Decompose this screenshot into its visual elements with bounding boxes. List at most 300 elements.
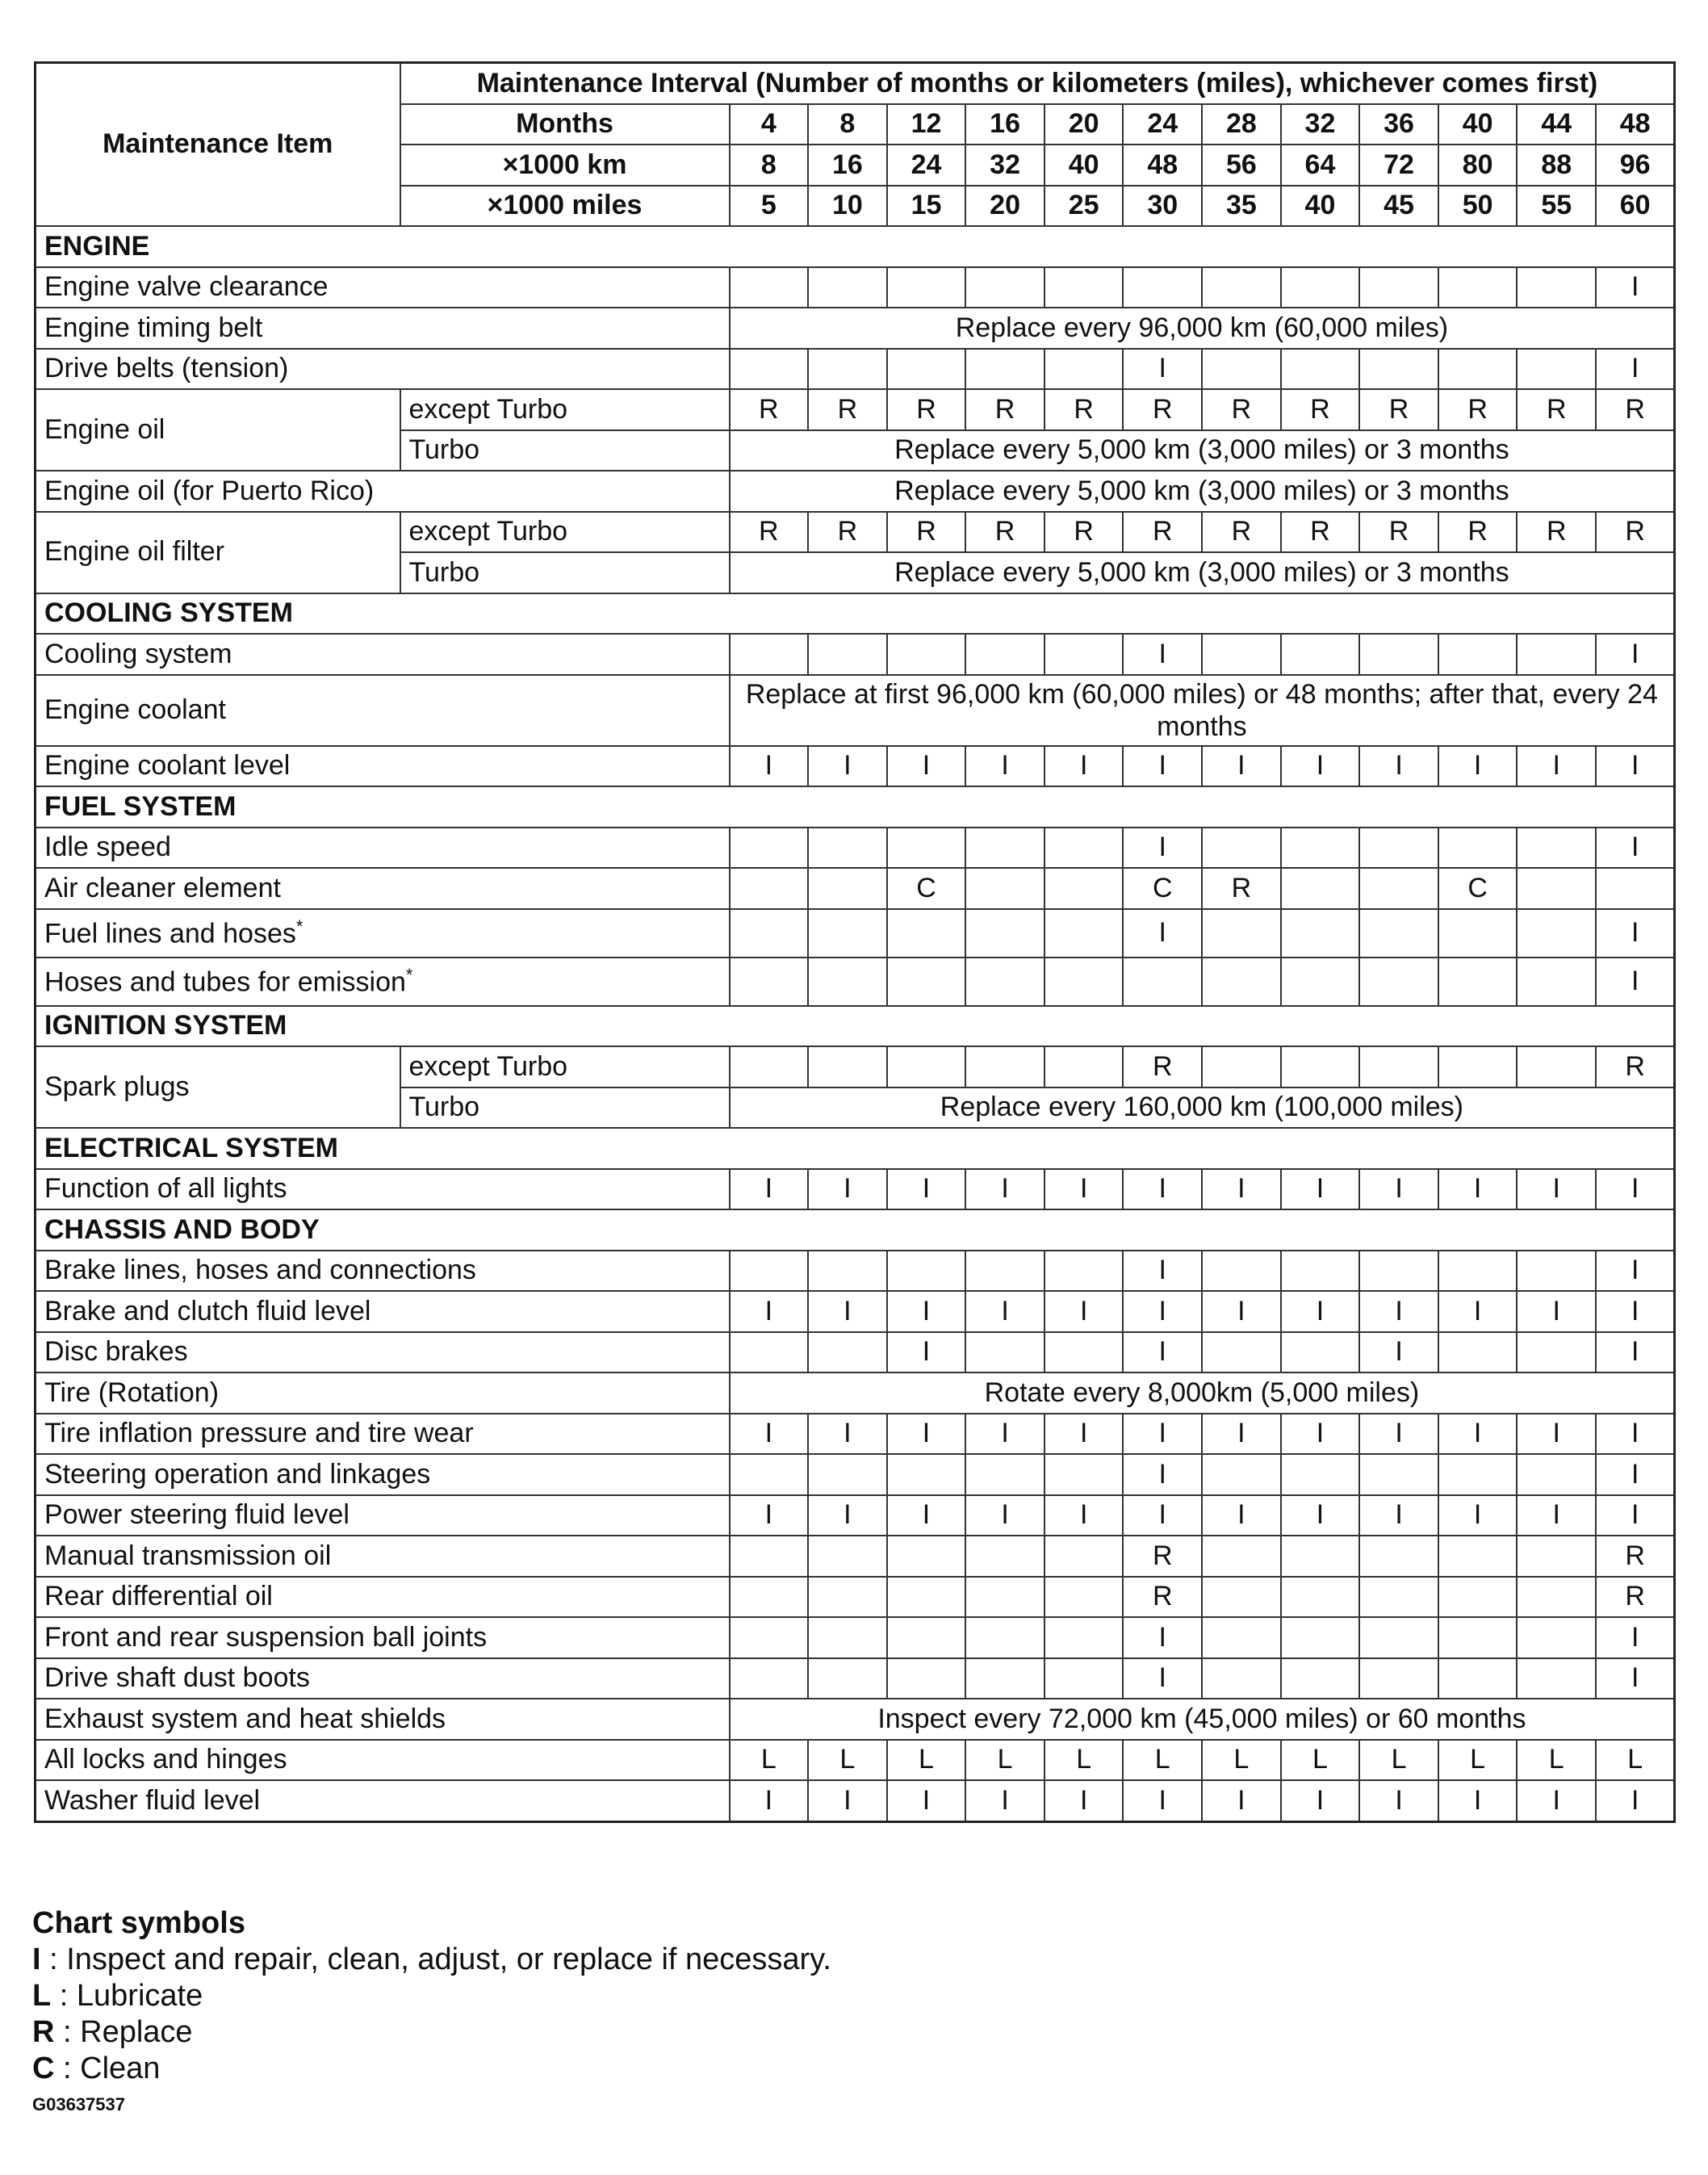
table-row <box>36 1169 1675 1210</box>
schedule-cell: R <box>1596 1536 1675 1577</box>
schedule-cell: I <box>1517 1169 1596 1210</box>
schedule-cell: I <box>887 1291 966 1332</box>
schedule-cell: C <box>887 868 966 909</box>
schedule-cell: I <box>1281 746 1360 787</box>
schedule-cell: R <box>1596 389 1675 430</box>
item-variant-label: Turbo <box>400 552 730 593</box>
table-row <box>36 267 1675 308</box>
item-label-text: Exhaust system and heat shields <box>44 1703 446 1734</box>
schedule-cell: I <box>1359 1495 1438 1536</box>
schedule-cell <box>1281 828 1360 869</box>
schedule-cell: I <box>808 1169 887 1210</box>
schedule-cell <box>1438 828 1518 869</box>
header-interval-value: 32 <box>965 145 1044 186</box>
schedule-cell: I <box>1596 1454 1675 1495</box>
schedule-cell <box>1281 1536 1360 1577</box>
schedule-cell <box>887 1617 966 1658</box>
schedule-cell: I <box>1596 1658 1675 1699</box>
schedule-cell <box>1044 1332 1124 1373</box>
schedule-cell: R <box>1123 389 1202 430</box>
maintenance-item-label <box>36 1617 730 1658</box>
schedule-cell <box>1281 1617 1360 1658</box>
schedule-cell: I <box>1359 1780 1438 1821</box>
schedule-cell: I <box>1281 1414 1360 1455</box>
schedule-cell: R <box>1596 512 1675 553</box>
table-row <box>36 1414 1675 1455</box>
schedule-cell <box>965 958 1044 1006</box>
schedule-cell: I <box>1438 1414 1518 1455</box>
schedule-cell: I <box>1123 1617 1202 1658</box>
table-row <box>36 471 1675 512</box>
schedule-cell <box>1202 1046 1281 1088</box>
schedule-cell <box>730 267 809 308</box>
schedule-cell: I <box>1359 1169 1438 1210</box>
item-label-text: Engine valve clearance <box>44 271 329 303</box>
schedule-cell: I <box>1123 1332 1202 1373</box>
schedule-cell <box>1359 958 1438 1006</box>
legend-item <box>32 2014 831 2051</box>
schedule-cell <box>887 349 966 390</box>
maintenance-item-label <box>36 267 730 308</box>
schedule-cell <box>1281 868 1360 909</box>
schedule-cell: I <box>1202 1169 1281 1210</box>
header-interval-value: 48 <box>1123 145 1202 186</box>
table-row <box>36 308 1675 349</box>
maintenance-item-label: Spark plugs <box>36 1046 400 1128</box>
schedule-cell: I <box>1123 1454 1202 1495</box>
item-variant-label: Turbo <box>400 1088 730 1129</box>
schedule-cell <box>730 909 809 958</box>
schedule-cell: R <box>887 389 966 430</box>
section-heading: ENGINE <box>36 226 1675 267</box>
header-interval-value: 55 <box>1517 186 1596 227</box>
maintenance-item-label <box>36 1577 730 1618</box>
header-interval-value: 10 <box>808 186 887 227</box>
header-unit-label: Months <box>400 104 730 145</box>
legend-item <box>32 1978 831 2014</box>
schedule-cell <box>808 634 887 675</box>
header-interval-value: 72 <box>1359 145 1438 186</box>
table-row <box>36 1495 1675 1536</box>
schedule-cell: R <box>1123 1046 1202 1088</box>
schedule-cell: L <box>887 1740 966 1781</box>
maintenance-item-label <box>36 349 730 390</box>
schedule-cell <box>965 868 1044 909</box>
schedule-cell: R <box>1517 512 1596 553</box>
legend-title: Chart symbols <box>32 1906 245 1940</box>
schedule-cell <box>1044 267 1124 308</box>
table-row <box>36 1577 1675 1618</box>
schedule-cell <box>1438 634 1518 675</box>
header-interval-value: 50 <box>1438 186 1518 227</box>
schedule-cell <box>1281 634 1360 675</box>
maintenance-item-label <box>36 471 730 512</box>
schedule-cell <box>1517 1658 1596 1699</box>
schedule-cell: I <box>965 1495 1044 1536</box>
item-label-text: Function of all lights <box>44 1173 287 1205</box>
schedule-cell: I <box>730 1169 809 1210</box>
schedule-cell <box>1359 1536 1438 1577</box>
schedule-cell <box>1359 349 1438 390</box>
interval-title: Maintenance Interval (Number of months or kilometers (miles), whichever comes first) <box>400 63 1675 104</box>
maintenance-item-label <box>36 1291 730 1332</box>
schedule-cell <box>730 1658 809 1699</box>
table-row <box>36 349 1675 390</box>
schedule-cell: I <box>1596 1780 1675 1821</box>
schedule-cell: I <box>965 1291 1044 1332</box>
schedule-cell <box>1438 1658 1518 1699</box>
header-interval-value: 56 <box>1202 145 1281 186</box>
schedule-cell: I <box>1044 1495 1124 1536</box>
schedule-cell: L <box>1044 1740 1124 1781</box>
schedule-cell: I <box>1359 1332 1438 1373</box>
schedule-cell <box>730 349 809 390</box>
schedule-cell: I <box>1281 1495 1360 1536</box>
schedule-cell: I <box>1044 1169 1124 1210</box>
schedule-cell: I <box>808 1291 887 1332</box>
schedule-cell: I <box>1044 746 1124 787</box>
schedule-cell: L <box>1123 1740 1202 1781</box>
schedule-cell <box>1281 1454 1360 1495</box>
schedule-cell: L <box>1359 1740 1438 1781</box>
schedule-cell: I <box>1123 1414 1202 1455</box>
schedule-cell: I <box>1596 1332 1675 1373</box>
maintenance-item-label <box>36 1536 730 1577</box>
schedule-cell: L <box>965 1740 1044 1781</box>
section-row <box>36 786 1675 828</box>
schedule-cell <box>1438 1251 1518 1292</box>
schedule-cell <box>1359 1251 1438 1292</box>
legend-description: : Inspect and repair, clean, adjust, or replace if necessary. <box>40 1942 831 1976</box>
item-label-text: Engine coolant level <box>44 750 291 782</box>
schedule-cell <box>1202 1617 1281 1658</box>
schedule-cell <box>730 1617 809 1658</box>
section-heading: COOLING SYSTEM <box>36 593 1675 635</box>
schedule-cell: I <box>1438 1291 1518 1332</box>
header-interval-value: 28 <box>1202 104 1281 145</box>
header-interval-value: 8 <box>808 104 887 145</box>
schedule-cell <box>1202 634 1281 675</box>
schedule-cell: R <box>1517 389 1596 430</box>
schedule-cell <box>887 1251 966 1292</box>
maintenance-item-label <box>36 1658 730 1699</box>
footnote-mark: * <box>295 916 304 937</box>
schedule-cell: R <box>1596 1046 1675 1088</box>
schedule-cell <box>1044 909 1124 958</box>
table-row <box>36 1046 1675 1088</box>
figure-code: G03637537 <box>32 2094 125 2114</box>
header-row-title <box>36 63 1675 104</box>
header-interval-value: 20 <box>1044 104 1124 145</box>
schedule-cell: R <box>730 512 809 553</box>
schedule-cell: I <box>1596 267 1675 308</box>
schedule-cell: I <box>1517 746 1596 787</box>
schedule-cell <box>730 1577 809 1618</box>
schedule-cell: I <box>1123 828 1202 869</box>
maintenance-item-label <box>36 1372 730 1414</box>
schedule-cell: I <box>730 1780 809 1821</box>
legend-description: : Lubricate <box>51 1979 203 2013</box>
schedule-cell <box>1517 1046 1596 1088</box>
schedule-cell <box>1438 1332 1518 1373</box>
schedule-cell <box>1281 1577 1360 1618</box>
schedule-cell <box>1202 958 1281 1006</box>
schedule-cell <box>1202 267 1281 308</box>
interval-note: Replace every 160,000 km (100,000 miles) <box>730 1088 1675 1129</box>
schedule-cell: R <box>1123 1536 1202 1577</box>
schedule-cell: R <box>808 389 887 430</box>
schedule-cell <box>887 828 966 869</box>
schedule-cell: I <box>1596 1617 1675 1658</box>
schedule-cell: R <box>1202 512 1281 553</box>
interval-note: Replace at first 96,000 km (60,000 miles) or 48 months; after that, every 24 months <box>730 675 1675 746</box>
table-row <box>36 909 1675 958</box>
schedule-cell <box>1438 909 1518 958</box>
item-label-text: Tire (Rotation) <box>44 1377 220 1408</box>
schedule-cell <box>965 1658 1044 1699</box>
header-interval-value: 16 <box>965 104 1044 145</box>
schedule-cell <box>1359 868 1438 909</box>
legend-description: : Replace <box>54 2015 193 2049</box>
schedule-cell <box>808 958 887 1006</box>
header-interval-value: 8 <box>730 145 809 186</box>
item-label-text: Brake and clutch fluid level <box>44 1295 371 1326</box>
schedule-cell: I <box>965 1169 1044 1210</box>
schedule-cell: R <box>1202 868 1281 909</box>
item-variant-label: except Turbo <box>400 389 730 430</box>
schedule-cell <box>1044 634 1124 675</box>
schedule-cell: I <box>1123 1291 1202 1332</box>
section-row <box>36 1209 1675 1251</box>
schedule-cell <box>730 634 809 675</box>
schedule-cell <box>1281 909 1360 958</box>
schedule-cell <box>965 267 1044 308</box>
item-variant-label: except Turbo <box>400 1046 730 1088</box>
chart-symbols-legend <box>32 1905 831 2087</box>
schedule-cell: I <box>1596 958 1675 1006</box>
schedule-cell: R <box>1281 512 1360 553</box>
schedule-cell <box>1438 958 1518 1006</box>
maintenance-item-label <box>36 308 730 349</box>
maintenance-schedule-table <box>34 61 1676 1823</box>
maintenance-item-label <box>36 1454 730 1495</box>
header-interval-value: 5 <box>730 186 809 227</box>
schedule-cell: L <box>1281 1740 1360 1781</box>
schedule-cell: I <box>1123 349 1202 390</box>
schedule-cell <box>1044 828 1124 869</box>
schedule-cell: I <box>730 746 809 787</box>
maintenance-item-label <box>36 868 730 909</box>
schedule-cell <box>1281 1046 1360 1088</box>
schedule-cell: I <box>887 1169 966 1210</box>
schedule-cell: I <box>1596 1169 1675 1210</box>
schedule-cell <box>1281 349 1360 390</box>
interval-note: Rotate every 8,000km (5,000 miles) <box>730 1372 1675 1414</box>
schedule-cell <box>1202 1658 1281 1699</box>
schedule-cell <box>730 1332 809 1373</box>
schedule-cell: I <box>1596 828 1675 869</box>
maintenance-item-label <box>36 1414 730 1455</box>
schedule-cell <box>1044 958 1124 1006</box>
interval-note: Replace every 5,000 km (3,000 miles) or 3 months <box>730 430 1675 471</box>
schedule-cell <box>1438 1046 1518 1088</box>
schedule-cell: I <box>1123 1251 1202 1292</box>
section-row <box>36 226 1675 267</box>
schedule-cell <box>1359 828 1438 869</box>
header-interval-value: 25 <box>1044 186 1124 227</box>
header-interval-value: 4 <box>730 104 809 145</box>
schedule-cell <box>965 1617 1044 1658</box>
schedule-cell <box>1438 1536 1518 1577</box>
schedule-cell <box>730 1251 809 1292</box>
schedule-cell: I <box>808 1495 887 1536</box>
schedule-cell <box>1044 1658 1124 1699</box>
schedule-cell <box>1281 1251 1360 1292</box>
maintenance-item-label <box>36 958 730 1006</box>
schedule-cell: R <box>1438 512 1518 553</box>
table-row <box>36 512 1675 553</box>
schedule-cell <box>1281 1332 1360 1373</box>
schedule-cell <box>1517 349 1596 390</box>
table-row <box>36 1332 1675 1373</box>
schedule-cell: R <box>730 389 809 430</box>
schedule-cell: I <box>965 1780 1044 1821</box>
maintenance-item-label <box>36 634 730 675</box>
schedule-cell <box>1517 958 1596 1006</box>
schedule-cell: R <box>965 389 1044 430</box>
schedule-cell: I <box>1596 909 1675 958</box>
schedule-cell: R <box>1123 1577 1202 1618</box>
schedule-cell <box>1202 1332 1281 1373</box>
schedule-cell <box>1438 1454 1518 1495</box>
table-row <box>36 1536 1675 1577</box>
header-interval-value: 44 <box>1517 104 1596 145</box>
schedule-cell <box>1438 267 1518 308</box>
header-interval-value: 36 <box>1359 104 1438 145</box>
schedule-cell <box>1123 267 1202 308</box>
maintenance-item-label <box>36 909 730 958</box>
schedule-cell <box>887 267 966 308</box>
schedule-cell <box>887 1577 966 1618</box>
schedule-cell <box>1202 349 1281 390</box>
maintenance-item-label <box>36 746 730 787</box>
schedule-cell <box>965 634 1044 675</box>
schedule-cell: I <box>965 746 1044 787</box>
item-label-text: Manual transmission oil <box>44 1540 332 1571</box>
section-heading: CHASSIS AND BODY <box>36 1209 1675 1251</box>
legend-description: : Clean <box>54 2051 161 2085</box>
schedule-cell: R <box>1123 512 1202 553</box>
table-row <box>36 1251 1675 1292</box>
header-interval-value: 24 <box>1123 104 1202 145</box>
schedule-cell <box>1202 1536 1281 1577</box>
interval-note: Inspect every 72,000 km (45,000 miles) or 60 months <box>730 1699 1675 1740</box>
footnote-mark: * <box>405 964 413 985</box>
header-interval-value: 15 <box>887 186 966 227</box>
schedule-cell <box>808 909 887 958</box>
header-interval-value: 30 <box>1123 186 1202 227</box>
schedule-cell: L <box>808 1740 887 1781</box>
header-interval-value: 32 <box>1281 104 1360 145</box>
schedule-cell <box>1044 1617 1124 1658</box>
schedule-cell: I <box>808 1780 887 1821</box>
schedule-cell: R <box>1044 512 1124 553</box>
schedule-cell <box>1044 1251 1124 1292</box>
item-label-text: Rear differential oil <box>44 1581 273 1612</box>
schedule-cell <box>808 1454 887 1495</box>
header-interval-value: 40 <box>1281 186 1360 227</box>
schedule-cell: I <box>1281 1291 1360 1332</box>
schedule-cell <box>1359 1454 1438 1495</box>
schedule-cell <box>1359 1617 1438 1658</box>
schedule-cell: R <box>1438 389 1518 430</box>
schedule-cell: I <box>1359 746 1438 787</box>
header-interval-value: 48 <box>1596 104 1675 145</box>
schedule-cell <box>965 1536 1044 1577</box>
table-row <box>36 389 1675 430</box>
maintenance-item-label <box>36 1251 730 1292</box>
item-label-text: Air cleaner element <box>44 872 281 903</box>
table-row <box>36 958 1675 1006</box>
table-row <box>36 1699 1675 1740</box>
section-heading: FUEL SYSTEM <box>36 786 1675 828</box>
schedule-cell <box>965 1577 1044 1618</box>
schedule-cell: I <box>887 1332 966 1373</box>
header-interval-value: 96 <box>1596 145 1675 186</box>
schedule-cell: I <box>887 1414 966 1455</box>
schedule-cell: I <box>808 1414 887 1455</box>
header-interval-value: 16 <box>808 145 887 186</box>
schedule-cell: L <box>730 1740 809 1781</box>
interval-note: Replace every 96,000 km (60,000 miles) <box>730 308 1675 349</box>
schedule-cell: I <box>1596 1414 1675 1455</box>
schedule-cell <box>887 1046 966 1088</box>
schedule-cell: R <box>1044 389 1124 430</box>
schedule-cell: L <box>1202 1740 1281 1781</box>
schedule-cell <box>808 1251 887 1292</box>
schedule-cell <box>1517 634 1596 675</box>
schedule-cell <box>965 1332 1044 1373</box>
schedule-cell: I <box>1517 1495 1596 1536</box>
header-interval-value: 60 <box>1596 186 1675 227</box>
legend-item <box>32 1942 831 1978</box>
interval-note: Replace every 5,000 km (3,000 miles) or 3 months <box>730 552 1675 593</box>
schedule-cell <box>1202 828 1281 869</box>
schedule-cell <box>730 1536 809 1577</box>
schedule-cell <box>1359 634 1438 675</box>
schedule-cell: I <box>730 1291 809 1332</box>
schedule-cell <box>1044 1536 1124 1577</box>
schedule-cell <box>887 1536 966 1577</box>
schedule-cell: I <box>1517 1291 1596 1332</box>
item-label-text: Drive belts (tension) <box>44 353 289 384</box>
schedule-cell: I <box>887 1780 966 1821</box>
schedule-cell: I <box>1596 746 1675 787</box>
schedule-cell <box>965 1454 1044 1495</box>
schedule-cell <box>1438 1577 1518 1618</box>
schedule-cell <box>1596 868 1675 909</box>
table-row <box>36 1454 1675 1495</box>
schedule-cell: I <box>730 1414 809 1455</box>
schedule-cell <box>1044 1454 1124 1495</box>
interval-note: Replace every 5,000 km (3,000 miles) or 3 months <box>730 471 1675 512</box>
schedule-cell <box>808 1658 887 1699</box>
table-row <box>36 634 1675 675</box>
schedule-cell: I <box>1123 1780 1202 1821</box>
item-label-text: Drive shaft dust boots <box>44 1662 310 1694</box>
item-variant-label: except Turbo <box>400 512 730 553</box>
schedule-cell: R <box>1359 512 1438 553</box>
